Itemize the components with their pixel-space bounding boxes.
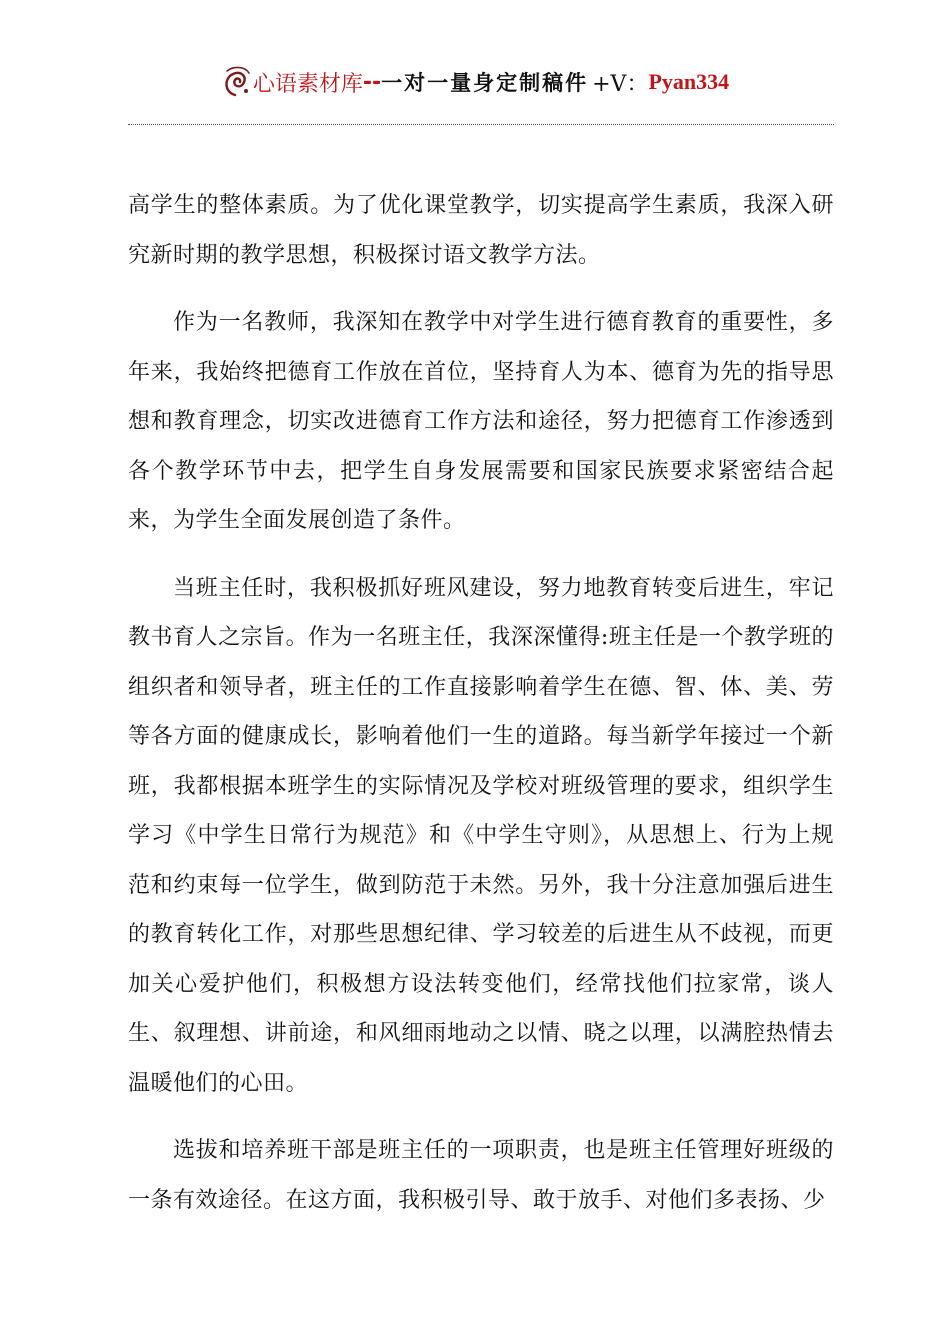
header-contact-id: Pyan334 xyxy=(648,69,730,94)
swirl-logo-icon xyxy=(221,65,251,99)
document-body xyxy=(128,181,834,1243)
page-header xyxy=(0,62,950,102)
paragraph: 高学生的整体素质。为了优化课堂教学，切实提高学生素质，我深入研究新时期的教学思想，积极探讨语文教学方法。 xyxy=(128,193,834,268)
paragraph: 选拔和培养班干部是班主任的一项职责，也是班主任管理好班级的一条有效途径。在这方面，我积极引导、敢于放手、对他们多表扬、少 xyxy=(128,1138,834,1213)
header-slogan: 一对一量身定制稿件 xyxy=(381,70,589,95)
header-divider xyxy=(128,124,834,125)
paragraph: 作为一名教师，我深知在教学中对学生进行德育教育的重要性，多年来，我始终把德育工作放在首位，坚持育人为本、德育为先的指导思想和教育理念，切实改进德育工作方法和途径，努力把德育工作渗透到各个教学环节中去，把学生自身发展需要和国家民族要求紧密结合起来，为学生全面发展创造了条件。 xyxy=(128,310,834,533)
paragraph: 当班主任时，我积极抓好班风建设，努力地教育转变后进生，牢记教书育人之宗旨。作为一名班主任，我深深懂得:班主任是一个教学班的组织者和领导者，班主任的工作直接影响着学生在德、智、体、美、劳等各方面的健康成长，影响着他们一生的道路。每当新学年接过一个新班，我都根据本班学生的实际情况及学校对班级管理的要求，组织学生学习《中学生日常行为规范》和《中学生守则》，从思想上、行为上规范和约束每一位学生，做到防范于未然。另外，我十分注意加强后进生的教育转化工作，对那些思想纪律、学习较差的后进生从不歧视，而更加关心爱护他们，积极想方设法转变他们，经常找他们拉家常，谈人生、叙理想、讲前途，和风细雨地动之以情、晓之以理，以满腔热情去温暖他们的心田。 xyxy=(128,575,834,1096)
header-brand: 心语素材库 xyxy=(252,71,363,97)
header-contact-prefix: +V： xyxy=(592,71,649,97)
header-dash: -- xyxy=(362,69,382,95)
